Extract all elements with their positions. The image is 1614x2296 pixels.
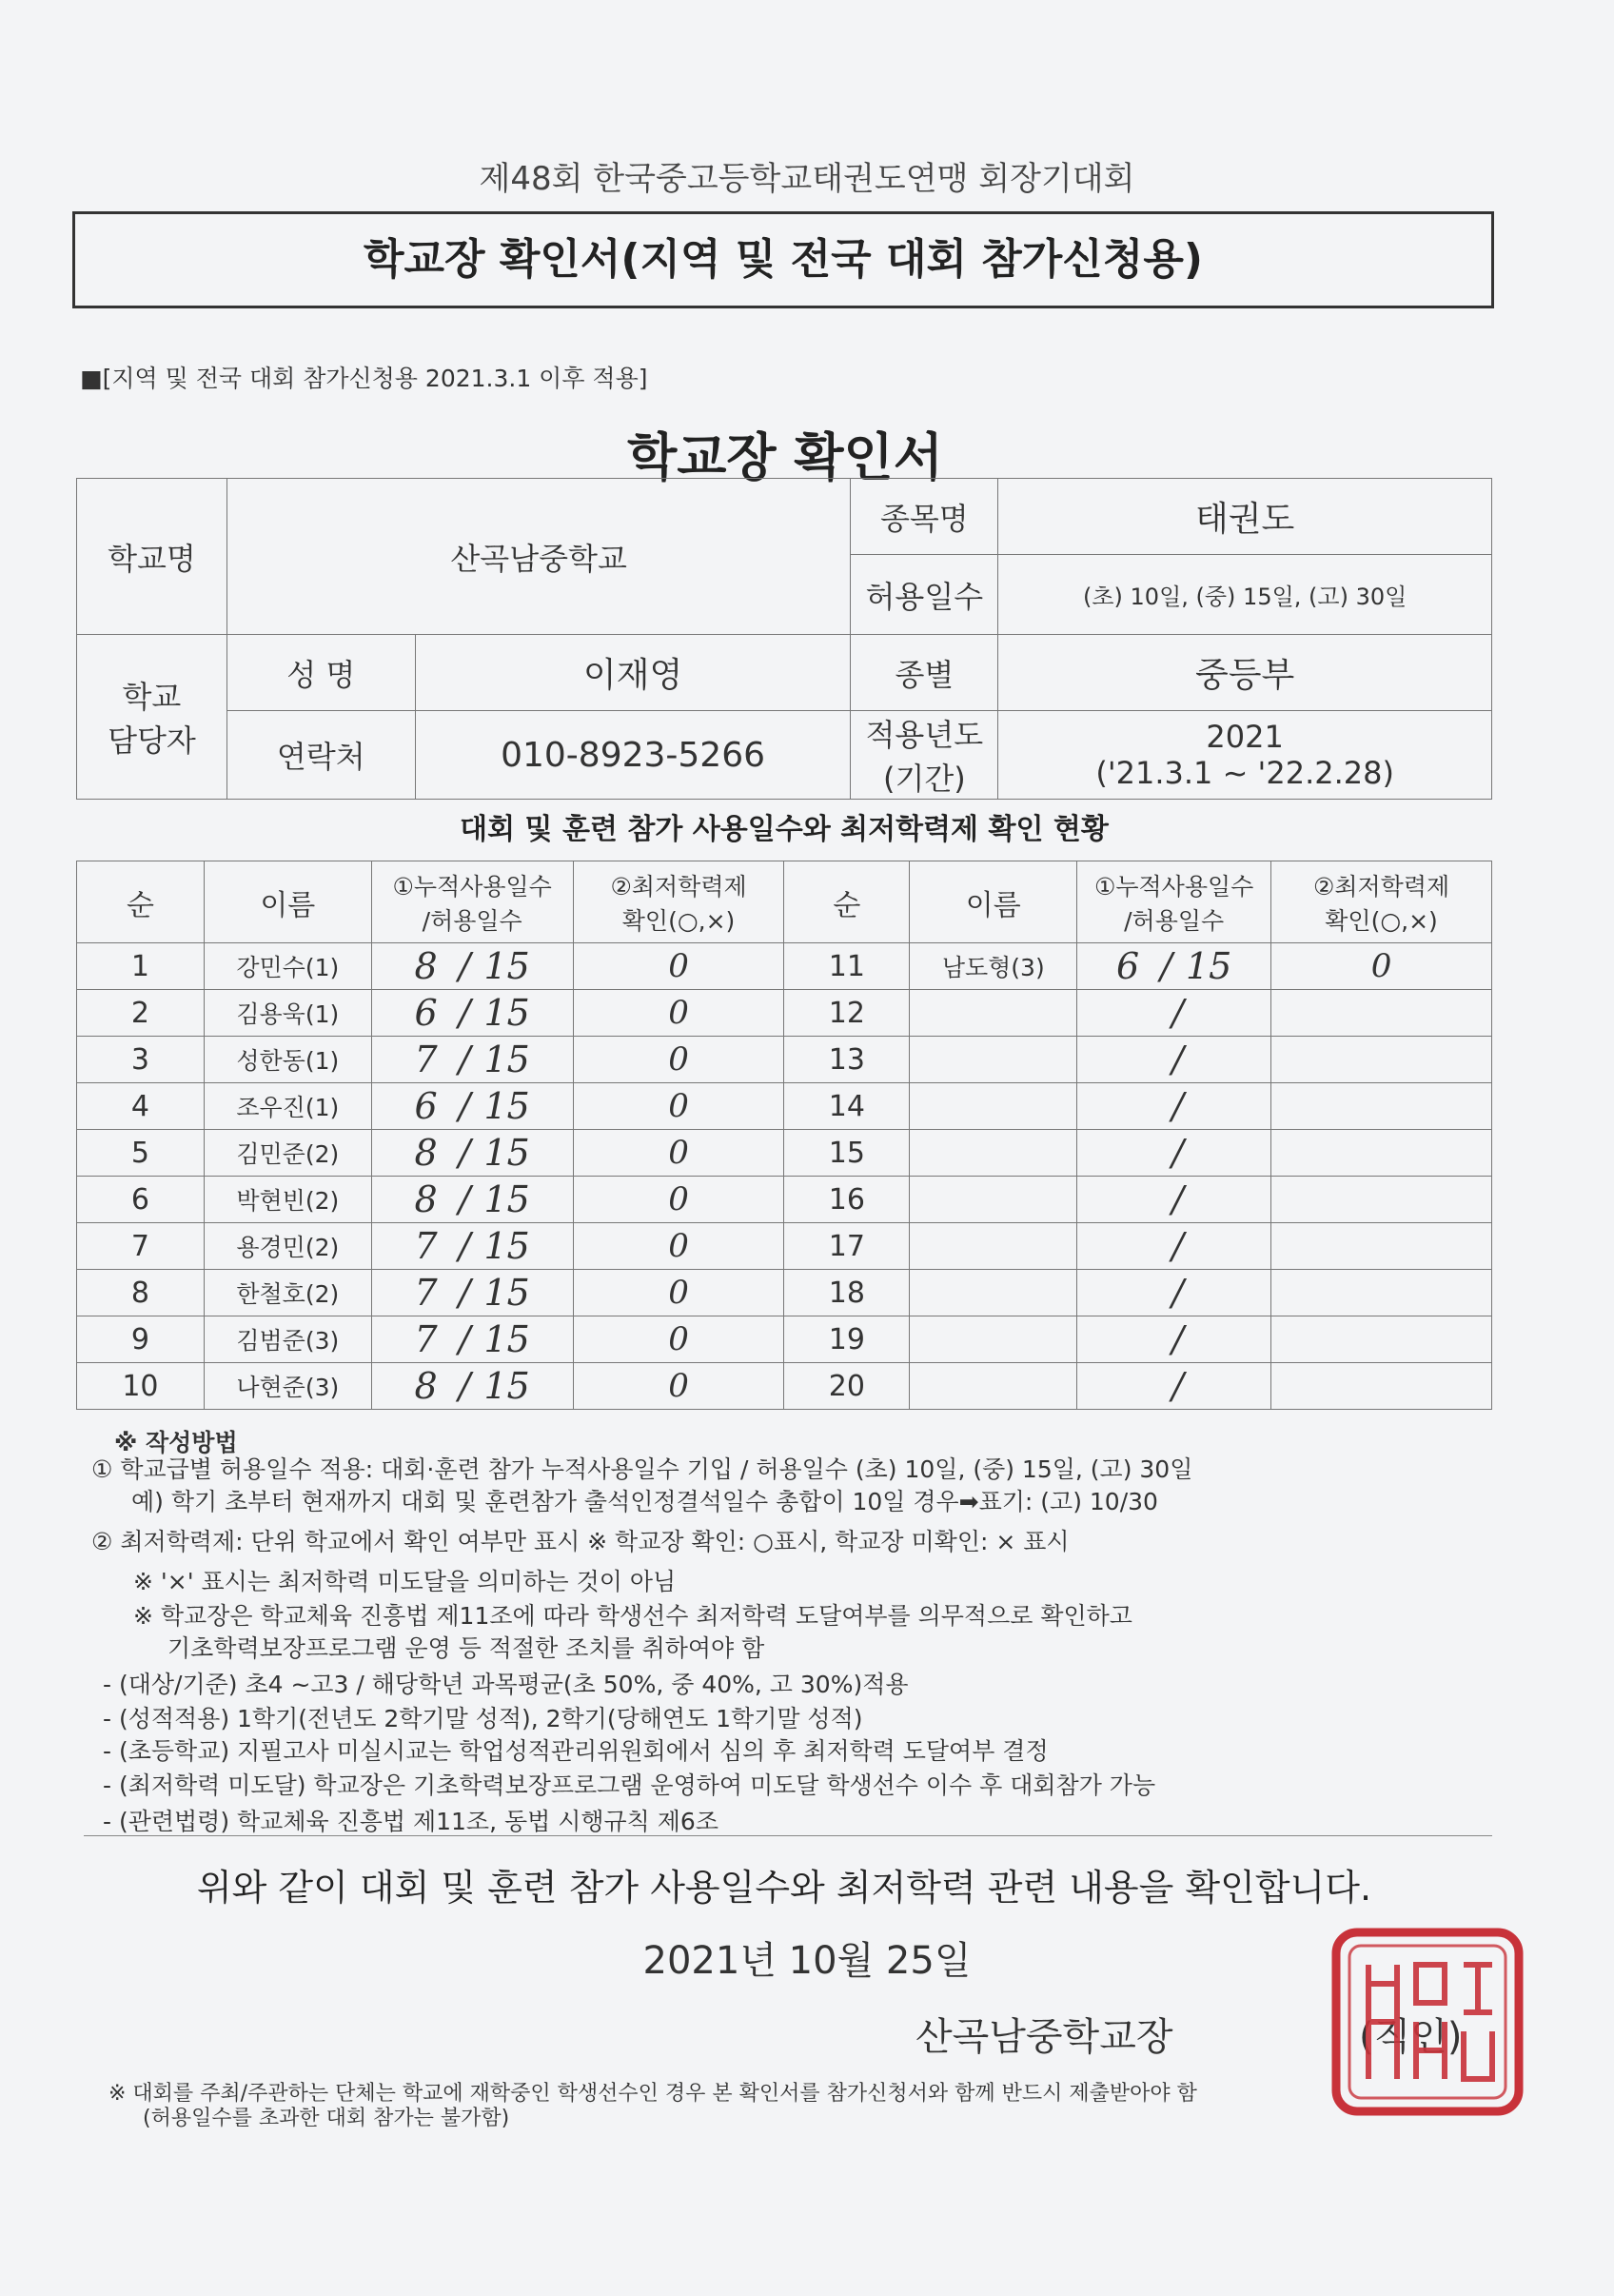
year-label-line1: 적용년도: [865, 717, 984, 753]
used-days: 7: [414, 1225, 438, 1267]
event-title: 제48회 한국중고등학교태권도연맹 회장기대회: [479, 160, 1135, 198]
used-days: 6: [414, 992, 438, 1034]
col-no-2: 순: [784, 861, 910, 943]
division-value: 중등부: [998, 635, 1492, 711]
col-name-2: 이름: [910, 861, 1077, 943]
used-days: 8: [414, 1132, 438, 1174]
row-number: 20: [784, 1363, 910, 1410]
year-value: [998, 711, 1492, 800]
sport-label: 종목명: [851, 479, 998, 555]
student-name: [910, 990, 1077, 1037]
row-number: 13: [784, 1037, 910, 1083]
achievement-check: 0: [573, 1177, 784, 1223]
student-name: 김민준(2): [204, 1130, 371, 1177]
days-cell: [1077, 1363, 1271, 1410]
col-days-2-line2: /허용일수: [1124, 906, 1225, 935]
achievement-check: 0: [573, 1037, 784, 1083]
days-slash: /: [458, 1365, 471, 1407]
student-name: 김범준(3): [204, 1316, 371, 1363]
note-7: - (대상/기준) 초4 ~고3 / 해당학년 과목평균(초 50%, 중 40%, 고 30%)적용: [103, 1671, 909, 1698]
name-label: 성 명: [226, 635, 415, 711]
sport-value: 태권도: [998, 479, 1492, 555]
main-title: 학교장 확인서: [627, 427, 943, 487]
days-slash: /: [1171, 1132, 1185, 1174]
student-name: 박현빈(2): [204, 1177, 371, 1223]
allowed-days: 15: [483, 1178, 530, 1220]
row-number: 1: [77, 943, 205, 990]
row-number: 11: [784, 943, 910, 990]
student-name: [910, 1037, 1077, 1083]
allowed-days: 15: [483, 1132, 530, 1174]
col-check-line1: ②최저학력제: [610, 872, 747, 901]
year-value-line2: ('21.3.1 ~ '22.2.28): [1095, 755, 1394, 791]
days-slash: /: [458, 945, 471, 987]
days-cell: [1077, 1083, 1271, 1130]
note-3: ② 최저학력제: 단위 학교에서 확인 여부만 표시 ※ 학교장 확인: ○표시, 학교장 미확인: × 표시: [91, 1528, 1070, 1555]
note-heading: ※ 작성방법: [114, 1429, 238, 1456]
official-seal-icon: [1330, 1927, 1525, 2117]
usage-tag: ■[지역 및 전국 대회 참가신청용 2021.3.1 이후 적용]: [80, 365, 648, 392]
row-number: 12: [784, 990, 910, 1037]
student-name: 한철호(2): [204, 1270, 371, 1316]
row-number: 7: [77, 1223, 205, 1270]
days-cell: [371, 1083, 573, 1130]
table-row: [77, 990, 1492, 1037]
used-days: 8: [414, 945, 438, 987]
table-row: [77, 1363, 1492, 1410]
col-days-2: [1077, 861, 1271, 943]
used-days: 6: [1115, 945, 1140, 987]
days-cell: [371, 1037, 573, 1083]
days-cell: [1077, 990, 1271, 1037]
days-slash: /: [1171, 1085, 1185, 1127]
student-name: 김용욱(1): [204, 990, 371, 1037]
principal: 산곡남중학교장: [915, 2015, 1173, 2059]
staff-label-line1: 학교: [122, 679, 182, 715]
section-title: 대회 및 훈련 참가 사용일수와 최저학력제 확인 현황: [460, 813, 1109, 846]
achievement-check: [1271, 1037, 1492, 1083]
school-label: 학교명: [77, 479, 227, 635]
col-days-line2: /허용일수: [422, 906, 522, 935]
row-number: 6: [77, 1177, 205, 1223]
days-slash: /: [1171, 992, 1185, 1034]
student-name: 조우진(1): [204, 1083, 371, 1130]
col-name: 이름: [204, 861, 371, 943]
student-name: 강민수(1): [204, 943, 371, 990]
achievement-check: 0: [573, 943, 784, 990]
days-slash: /: [1171, 1272, 1185, 1314]
allowed-days: 15: [483, 1272, 530, 1314]
note-10: - (최저학력 미도달) 학교장은 기초학력보장프로그램 운영하여 미도달 학생선수 이수 후 대회참가 가능: [103, 1771, 1156, 1799]
allowed-days: 15: [483, 1085, 530, 1127]
contact-label: 연락처: [226, 711, 415, 800]
days-cell: [371, 990, 573, 1037]
days-cell: [371, 1177, 573, 1223]
achievement-check: 0: [573, 1130, 784, 1177]
row-number: 19: [784, 1316, 910, 1363]
achievement-check: 0: [573, 990, 784, 1037]
year-label: [851, 711, 998, 800]
days-cell: [371, 943, 573, 990]
used-days: 8: [414, 1365, 438, 1407]
student-name: 용경민(2): [204, 1223, 371, 1270]
days-cell: [371, 1270, 573, 1316]
achievement-check: [1271, 1223, 1492, 1270]
days-cell: [1077, 943, 1271, 990]
records-table: [76, 861, 1492, 1410]
table-row: [77, 1177, 1492, 1223]
used-days: 7: [414, 1039, 438, 1080]
days-slash: /: [458, 992, 471, 1034]
student-name: 성한동(1): [204, 1037, 371, 1083]
achievement-check: 0: [573, 1083, 784, 1130]
days-cell: [1077, 1037, 1271, 1083]
table-row: [77, 1083, 1492, 1130]
days-cell: [1077, 1316, 1271, 1363]
achievement-check: [1271, 1177, 1492, 1223]
achievement-check: 0: [573, 1316, 784, 1363]
table-row: [77, 943, 1492, 990]
allowed-days: 15: [1185, 945, 1232, 987]
achievement-check: [1271, 990, 1492, 1037]
contact-value: 010-8923-5266: [415, 711, 851, 800]
allowed-days: 15: [483, 1318, 530, 1360]
days-cell: [1077, 1223, 1271, 1270]
note-1: ① 학교급별 허용일수 적용: 대회·훈련 참가 누적사용일수 기입 / 허용일수 (초) 10일, (중) 15일, (고) 30일: [91, 1455, 1193, 1483]
achievement-check: [1271, 1316, 1492, 1363]
row-number: 18: [784, 1270, 910, 1316]
info-table: [76, 478, 1492, 800]
table-row: [77, 1130, 1492, 1177]
box-title: 학교장 확인서(지역 및 전국 대회 참가신청용): [364, 235, 1203, 284]
year-value-line1: 2021: [1206, 719, 1284, 755]
notes-divider: [84, 1835, 1492, 1836]
used-days: 6: [414, 1085, 438, 1127]
row-number: 4: [77, 1083, 205, 1130]
row-number: 9: [77, 1316, 205, 1363]
days-cell: [371, 1223, 573, 1270]
staff-label-line2: 담당자: [108, 722, 196, 759]
date: 2021년 10월 25일: [642, 1939, 972, 1983]
days-slash: /: [458, 1132, 471, 1174]
col-days-2-line1: ①누적사용일수: [1093, 872, 1254, 901]
note-6: 기초학력보장프로그램 운영 등 적절한 조치를 취하여야 함: [167, 1634, 765, 1662]
table-row: [77, 1223, 1492, 1270]
days-cell: [1077, 1130, 1271, 1177]
col-check: [573, 861, 784, 943]
achievement-check: [1271, 1270, 1492, 1316]
col-no: 순: [77, 861, 205, 943]
student-name: [910, 1130, 1077, 1177]
used-days: 8: [414, 1178, 438, 1220]
days-slash: /: [458, 1178, 471, 1220]
note-9: - (초등학교) 지필고사 미실시교는 학업성적관리위원회에서 심의 후 최저학력 도달여부 결정: [103, 1737, 1049, 1765]
col-check-2: [1271, 861, 1492, 943]
row-number: 14: [784, 1083, 910, 1130]
achievement-check: [1271, 1363, 1492, 1410]
row-number: 15: [784, 1130, 910, 1177]
days-slash: /: [1171, 1039, 1185, 1080]
footer-note-1: ※ 대회를 주최/주관하는 단체는 학교에 재학중인 학생선수인 경우 본 확인서를 참가신청서와 함께 반드시 제출받아야 함: [108, 2082, 1197, 2106]
student-name: [910, 1223, 1077, 1270]
achievement-check: 0: [573, 1270, 784, 1316]
student-name: 남도형(3): [910, 943, 1077, 990]
confirm-text: 위와 같이 대회 및 훈련 참가 사용일수와 최저학력 관련 내용을 확인합니다.: [196, 1867, 1372, 1909]
days-slash: /: [1171, 1365, 1185, 1407]
used-days: 7: [414, 1272, 438, 1314]
row-number: 5: [77, 1130, 205, 1177]
days-cell: [1077, 1177, 1271, 1223]
days-slash: /: [458, 1272, 471, 1314]
table-row: [77, 1270, 1492, 1316]
col-days: [371, 861, 573, 943]
table-row: [77, 1037, 1492, 1083]
row-number: 2: [77, 990, 205, 1037]
days-slash: /: [458, 1318, 471, 1360]
note-2: 예) 학기 초부터 현재까지 대회 및 훈련참가 출석인정결석일수 총합이 10일 경우➡표기: (고) 10/30: [131, 1488, 1158, 1515]
days-slash: /: [1171, 1225, 1185, 1267]
days-cell: [1077, 1270, 1271, 1316]
name-value: 이재영: [415, 635, 851, 711]
note-11: - (관련법령) 학교체육 진흥법 제11조, 동법 시행규칙 제6조: [103, 1808, 718, 1835]
allowed-days: 15: [483, 945, 530, 987]
student-name: [910, 1083, 1077, 1130]
allowed-days: 15: [483, 1365, 530, 1407]
note-4: ※ '×' 표시는 최저학력 미도달을 의미하는 것이 아님: [133, 1568, 677, 1595]
row-number: 17: [784, 1223, 910, 1270]
days-slash: /: [458, 1085, 471, 1127]
school-value: 산곡남중학교: [226, 479, 851, 635]
achievement-check: 0: [573, 1223, 784, 1270]
col-check-line2: 확인(○,×): [621, 906, 736, 935]
division-label: 종별: [851, 635, 998, 711]
student-name: [910, 1316, 1077, 1363]
days-cell: [371, 1363, 573, 1410]
col-check-2-line1: ②최저학력제: [1312, 872, 1450, 901]
allowed-days: 15: [483, 1225, 530, 1267]
allowed-days: 15: [483, 1039, 530, 1080]
student-name: 나현준(3): [204, 1363, 371, 1410]
achievement-check: [1271, 1083, 1492, 1130]
days-slash: /: [458, 1225, 471, 1267]
col-check-2-line2: 확인(○,×): [1325, 906, 1438, 935]
student-name: [910, 1177, 1077, 1223]
achievement-check: 0: [573, 1363, 784, 1410]
achievement-check: 0: [1271, 943, 1492, 990]
used-days: 7: [414, 1318, 438, 1360]
staff-label: [77, 635, 227, 800]
allow-label: 허용일수: [851, 555, 998, 635]
seal-mark: (직인): [1359, 2015, 1463, 2059]
row-number: 8: [77, 1270, 205, 1316]
student-name: [910, 1363, 1077, 1410]
allow-value: (초) 10일, (중) 15일, (고) 30일: [998, 555, 1492, 635]
title-box: [72, 211, 1494, 308]
achievement-check: [1271, 1130, 1492, 1177]
row-number: 10: [77, 1363, 205, 1410]
row-number: 16: [784, 1177, 910, 1223]
days-cell: [371, 1316, 573, 1363]
note-8: - (성적적용) 1학기(전년도 2학기말 성적), 2학기(당해연도 1학기말 성적): [103, 1705, 863, 1732]
days-cell: [371, 1130, 573, 1177]
days-slash: /: [1160, 945, 1172, 987]
note-5: ※ 학교장은 학교체육 진흥법 제11조에 따라 학생선수 최저학력 도달여부를 의무적으로 확인하고: [133, 1602, 1132, 1630]
col-days-line1: ①누적사용일수: [392, 872, 552, 901]
row-number: 3: [77, 1037, 205, 1083]
days-slash: /: [1171, 1178, 1185, 1220]
allowed-days: 15: [483, 992, 530, 1034]
student-name: [910, 1270, 1077, 1316]
year-label-line2: (기간): [882, 761, 966, 797]
table-row: [77, 1316, 1492, 1363]
days-slash: /: [1171, 1318, 1185, 1360]
days-slash: /: [458, 1039, 471, 1080]
footer-note-2: (허용일수를 초과한 대회 참가는 불가함): [143, 2107, 510, 2130]
